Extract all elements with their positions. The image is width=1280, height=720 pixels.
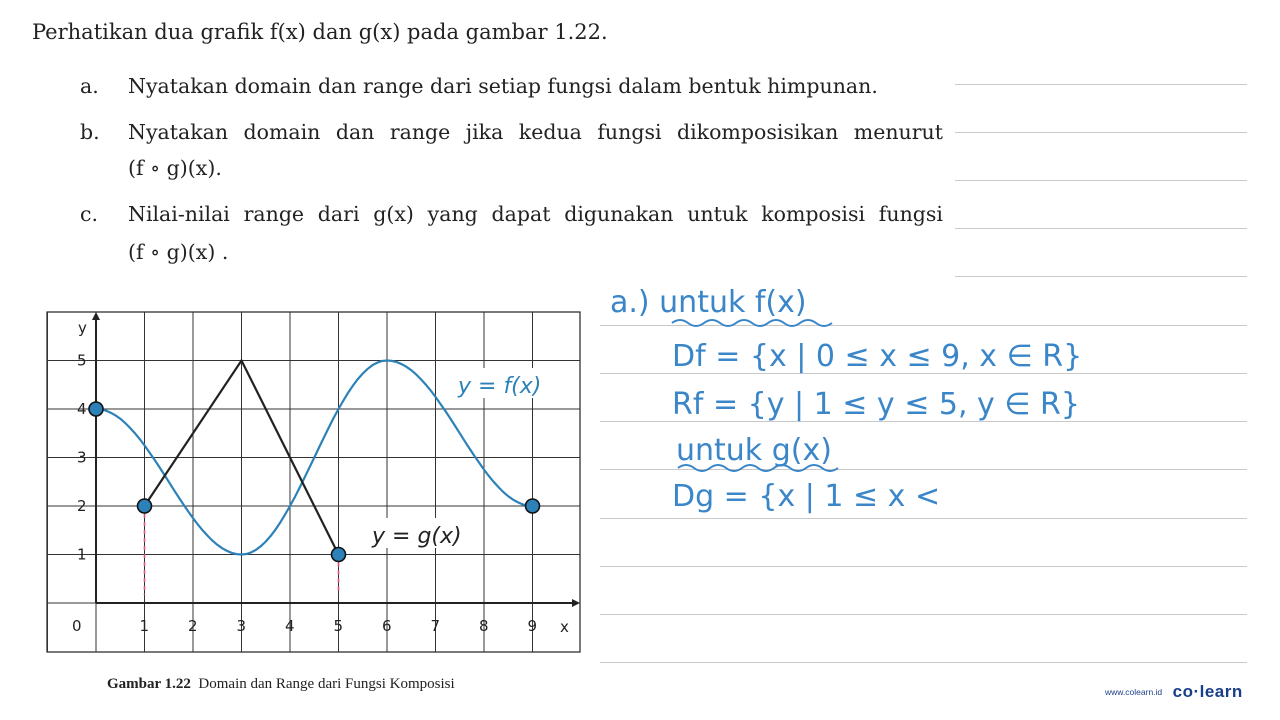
x-axis-label: x: [560, 618, 569, 636]
x-tick-label: 6: [382, 617, 392, 635]
hand-rf: Rf = {y | 1 ≤ y ≤ 5, y ∈ R}: [672, 387, 1080, 422]
question-a-text: Nyatakan domain dan range dari setiap fungsi dalam bentuk himpunan.: [128, 74, 878, 98]
hand-underline-1: [672, 320, 832, 326]
x-axis-arrow: [572, 599, 580, 607]
brand: [1105, 682, 1243, 702]
origin-label: 0: [72, 617, 82, 635]
x-tick-label: 4: [285, 617, 295, 635]
question-b-text: Nyatakan domain dan range jika kedua fungsi dikomposisikan menurut: [128, 120, 943, 144]
endpoint-marker: [332, 548, 346, 562]
endpoint-marker: [89, 402, 103, 416]
function-graph: [40, 305, 590, 657]
endpoint-marker: [138, 499, 152, 513]
x-tick-label: 8: [479, 617, 489, 635]
endpoint-markers: [89, 402, 540, 562]
question-c-label: c.: [80, 202, 98, 226]
graph-frame: [47, 312, 580, 652]
hand-g-title: untuk g(x): [676, 433, 832, 468]
intro-text: Perhatikan dua grafik f(x) dan g(x) pada gambar 1.22.: [32, 20, 608, 44]
question-a-label: a.: [80, 74, 99, 98]
y-tick-label: 4: [77, 400, 87, 418]
f-label: y = f(x): [458, 374, 542, 399]
x-tick-label: 9: [527, 617, 538, 635]
question-b-expression: (f ∘ g)(x).: [128, 156, 222, 180]
question-b-label: b.: [80, 120, 100, 144]
hand-title: a.) untuk f(x): [610, 285, 807, 320]
graph-grid: [47, 312, 580, 652]
question-c-expression: (f ∘ g)(x) .: [128, 240, 229, 264]
graph-axes: [92, 312, 580, 607]
question-c-text: Nilai-nilai range dari g(x) yang dapat digunakan untuk komposisi fungsi: [128, 202, 943, 226]
y-axis-label: y: [78, 319, 87, 337]
y-tick-label: 5: [77, 351, 87, 370]
x-tick-label: 7: [430, 617, 441, 635]
g-label: y = g(x): [372, 524, 462, 549]
y-tick-label: 3: [77, 448, 87, 467]
y-tick-label: 2: [77, 497, 87, 515]
y-axis-arrow: [92, 312, 100, 320]
handwritten-notes: [600, 270, 1240, 540]
brand-url: www.colearn.id: [1105, 687, 1163, 697]
hand-df: Df = {x | 0 ≤ x ≤ 9, x ∈ R}: [672, 339, 1083, 374]
x-tick-label: 5: [333, 617, 344, 635]
x-tick-label: 1: [139, 617, 150, 635]
endpoint-marker: [526, 499, 540, 513]
figure-caption: [107, 676, 455, 693]
x-tick-label: 2: [188, 617, 198, 635]
x-tick-label: 3: [236, 617, 247, 635]
y-tick-label: 1: [77, 545, 87, 564]
brand-logo: co·learn: [1172, 682, 1243, 701]
hand-dg: Dg = {x | 1 ≤ x <: [672, 479, 941, 514]
caption-text: Domain dan Range dari Fungsi Komposisi: [198, 676, 455, 692]
caption-number: Gambar 1.22: [107, 676, 191, 692]
